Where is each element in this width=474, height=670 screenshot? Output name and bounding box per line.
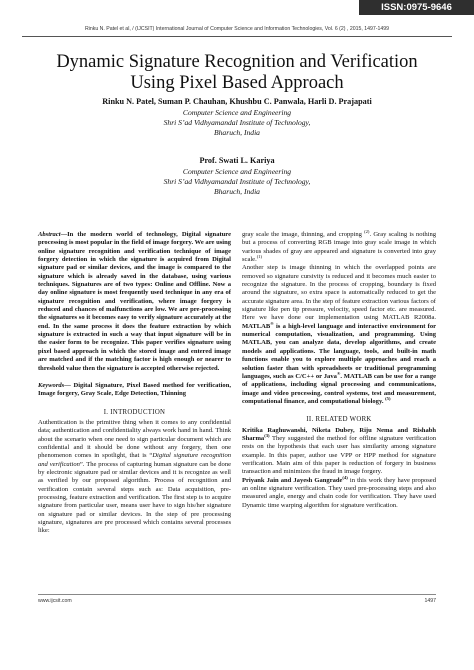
right-paragraph-1 bbox=[242, 228, 437, 264]
abstract-label: Abstract bbox=[38, 231, 61, 238]
author-names-2: Prof. Swati L. Kariya bbox=[199, 156, 275, 165]
keywords-text: — Digital Signature, Pixel Based method for verification, Image forgery, Gray Scale, Edge Detection, Thinning bbox=[38, 381, 231, 398]
right-paragraph-2 bbox=[242, 264, 436, 406]
right-column bbox=[242, 228, 437, 510]
author-city-1: Bharuch, India bbox=[214, 128, 260, 137]
footer-page-number: 1497 bbox=[424, 598, 436, 604]
matlab-description: is a high-level language and interactive environment for numerical computation, visualization, and programming. Using MATLAB, you can analyze data, develop algorithms, and create models and applications. The language, tools, and built-in math functions enable you to explore multiple approaches and reach a solution faster than with spreadsheets or traditional programming languages, such as C/C++ or Java bbox=[242, 322, 436, 380]
matlab-description-end: . MATLAB can be use for a range of applications, including signal processing and communications, image and video processing, control systems, test and measurement, computational finance, and computational biology. bbox=[242, 372, 436, 405]
rw2-authors: Priyank Jain and Jayesh Gangrade bbox=[242, 476, 343, 484]
author-inst-1: Shri S’ad Vidhyamandal Institute of Technology, bbox=[163, 118, 311, 127]
header-rule bbox=[22, 36, 452, 37]
registered-mark: ® bbox=[336, 370, 341, 376]
rw2-text: in this work they have proposed an online signature verification. They used pre-processing steps and also measured angle, energy and chain code for verification. They have used Dynamic time warping algorithm for signature verification. bbox=[242, 476, 436, 509]
r3-text: Another step is image thinning in which the overlapped points are removed so signature cursivity is reduced and it becomes much easier to recognize the signature. In the process of cropping, boundary is fixed around the signature, so extra space is automatically reduced to get the accurate signature area. In the step of feature extraction various factors of signature like pen tip pressure, velocity, speed factor etc. are measured. Here we have done our implementation using MATLAB R2008a. bbox=[242, 264, 436, 322]
left-column bbox=[38, 231, 231, 536]
issn-banner bbox=[359, 0, 474, 15]
rw1-authors: Kritika Raghuwanshi, Niketa Dubey, Riju Nema and Rishabh Sharma bbox=[242, 426, 436, 442]
abstract-text: —In the modern world of technology, Digital signature processing is most popular in the field of image forgery. We are using online signature recognition and verification technique of image forgery detection in which the signature is acquired from Digital signature pad or similar devices, and the image is compared to the signature which is already saved in the database, using various techniques. Signatures are of two types: Online and Offline. Now a day online signature is most frequently used technique in any era of signature recognition and verification, where image forgery is reduced and chances of malfunctions are low. We are pre-processing the signatures so it becomes easy to verify signature accurately at the end. In the same process it does the feature extraction by which signature is extracted in such a way that input signature will be in the easier form to be recognize. This paper verifies signature using pixel based approach in which the stored image and entered image are matched and if the matching factor is high enough or nearer to threshold value then the signature is accepted otherwise rejected. bbox=[38, 231, 231, 372]
section-heading-related-work: II. RELATED WORK bbox=[306, 416, 372, 424]
citation: (1) bbox=[256, 253, 263, 259]
r2-text: RGB image into gray scale image in which various shades of gray are appeared and signature is converted into gray scale. bbox=[242, 239, 437, 264]
author-dept-1: Computer Science and Engineering bbox=[182, 108, 292, 117]
author-block-1 bbox=[20, 97, 454, 138]
registered-mark: ® bbox=[270, 320, 274, 326]
citation: (2) bbox=[364, 228, 370, 234]
author-dept-2: Computer Science and Engineering bbox=[182, 167, 292, 176]
footer-site: www.ijcsit.com bbox=[38, 598, 72, 604]
running-head: Rinku N. Patel et al, / (IJCSIT) International Journal of Computer Science and Information Technologies, Vol. 6 (2) , 2015, 1497-1499 bbox=[84, 26, 390, 32]
title-line-1: Dynamic Signature Recognition and Verification bbox=[56, 52, 418, 72]
abstract bbox=[38, 231, 231, 373]
related-work-2 bbox=[242, 474, 436, 510]
author-block-2 bbox=[20, 156, 454, 197]
section-heading-introduction: I. INTRODUCTION bbox=[103, 408, 166, 416]
title-line-2: Using Pixel Based Approach bbox=[130, 73, 344, 93]
footer-rule bbox=[38, 594, 436, 595]
matlab-bold: MATLAB bbox=[242, 322, 271, 330]
keywords bbox=[38, 382, 231, 399]
citation: (4) bbox=[342, 474, 348, 480]
keywords-label: Keywords bbox=[38, 381, 65, 389]
rw1-text: They suggested the method for offline signature verification rests on the hypothesis that each user has similarity among signature example. In this paper, author use VPP or HPP method for signature verification. Main aim of this paper is reduction of forgery in business transaction and minimizes the fraud in image forgery. bbox=[242, 434, 436, 476]
issn-text: ISSN:0975-9646 bbox=[381, 2, 452, 13]
paper-title bbox=[20, 52, 454, 94]
citation: (5) bbox=[385, 395, 391, 401]
citation: (3) bbox=[264, 432, 270, 438]
intro-paragraph bbox=[38, 419, 231, 536]
r1-text: gray scale the image, thinning, and cropping bbox=[242, 231, 362, 238]
author-names-1: Rinku N. Patel, Suman P. Chauhan, Khushbu C. Panwala, Harli D. Prajapati bbox=[102, 97, 372, 106]
intro-text-italic: Digital signature recognition and verification bbox=[38, 452, 231, 468]
intro-text-b: ”. The process of capturing human signature can be done by electronic signature pad or similar devices and it is recognize as well as verified by our proposed algorithm. Process of recognition and verification contain several steps such as: Data acquisition, pre-processing, feature extraction and verification. The first step is to acquire signature from particular user, means user have to sign his/her signature on signature pad or similar devices. In the step of pre processing signature, signatures are pre processed which contains several processes like: bbox=[38, 460, 232, 535]
r1-tail: . Gray scaling is nothing but a process of converting bbox=[242, 231, 437, 247]
author-inst-2: Shri S’ad Vidhyamandal Institute of Technology, bbox=[163, 177, 311, 186]
intro-text-a: Authentication is the primitive thing when it comes to any confidential data; authentication and confidentiality always work hand in hand. Think about the scenario when one need to sign particular document which are confidential and it should be done without any forgery, then one phenomenon comes in spotlight, that is “ bbox=[38, 418, 231, 460]
author-city-2: Bharuch, India bbox=[214, 187, 260, 196]
